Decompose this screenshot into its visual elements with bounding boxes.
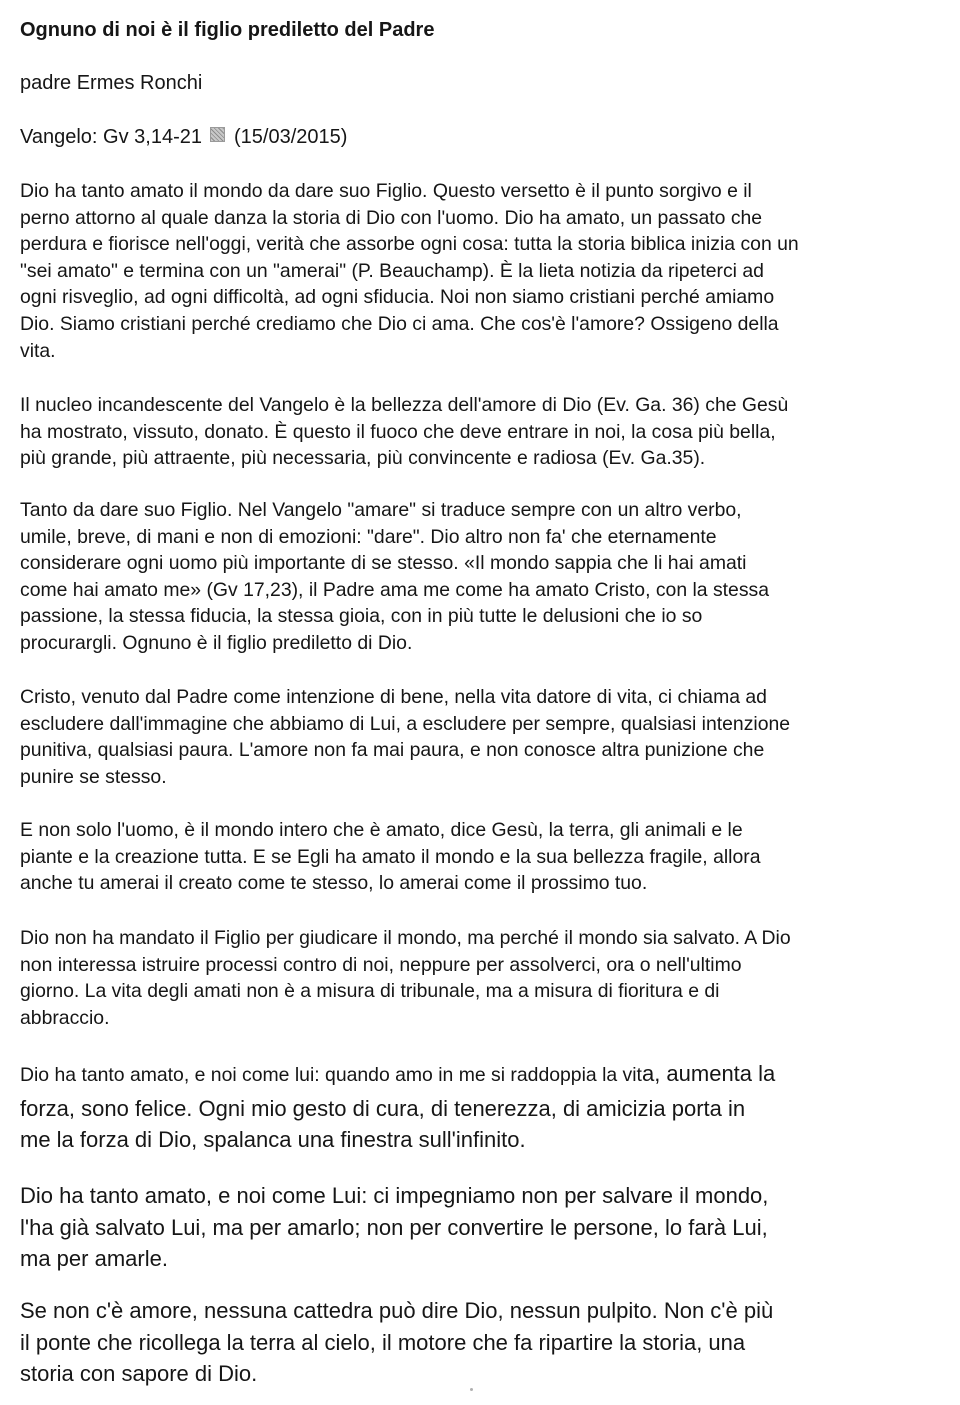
- paragraph-line: l'ha già salvato Lui, ma per amarlo; non per convertire le persone, lo farà Lui,: [20, 1214, 768, 1240]
- paragraph-line-tail: a, aumenta la: [641, 1061, 776, 1086]
- paragraph-line: perno attorno al quale danza la storia di Dio con l'uomo. Dio ha amato, un passato che: [20, 206, 763, 229]
- paragraph-line: Tanto da dare suo Figlio. Nel Vangelo "amare" si traduce sempre con un altro verbo,: [20, 499, 742, 521]
- paragraph-line: "sei amato" e termina con un "amerai" (P. Beauchamp). È la lieta notizia da ripeterci ad: [20, 259, 764, 282]
- paragraph-line: procurargli. Ognuno è il figlio prediletto di Dio.: [20, 631, 413, 654]
- paragraph-2: [20, 392, 788, 472]
- paragraph-line: Se non c'è amore, nessuna cattedra può dire Dio, nessun pulpito. Non c'è più: [20, 1298, 774, 1323]
- paragraph-line: Cristo, venuto dal Padre come intenzione di bene, nella vita datore di vita, ci chiama ad: [20, 686, 767, 708]
- paragraph-line: storia con sapore di Dio.: [20, 1361, 258, 1386]
- paragraph-line: non interessa istruire processi contro di noi, neppure per assolverci, ora o nell'ultimo: [20, 953, 742, 976]
- paragraph-line: E non solo l'uomo, è il mondo intero che è amato, dice Gesù, la terra, gli animali e le: [20, 819, 743, 841]
- paragraph-1: [20, 178, 799, 364]
- paragraph-line: ogni risveglio, ad ogni difficoltà, ad ogni sfiducia. Noi non siamo cristiani perché amiamo: [20, 286, 775, 309]
- paragraph-line: Il nucleo incandescente del Vangelo è la bellezza dell'amore di Dio (Ev. Ga. 36) che Gesù: [20, 394, 789, 416]
- paragraph-line-lead: Dio ha tanto amato, e noi come lui: quando amo in me si raddoppia la vit: [20, 1064, 642, 1086]
- paragraph-line: giorno. La vita degli amati non è a misura di tribunale, ma a misura di fioritura e di: [20, 980, 720, 1003]
- paragraph-5: [20, 817, 761, 897]
- paragraph-line: punire se stesso.: [20, 765, 167, 788]
- paragraph-line: Dio non ha mandato il Figlio per giudicare il mondo, ma perché il mondo sia salvato. A Dio: [20, 927, 791, 949]
- scan-speck: [470, 1388, 473, 1391]
- paragraph-line: escludere dall'immagine che abbiamo di Lui, a escludere per sempre, qualsiasi intenzione: [20, 712, 791, 735]
- paragraph-3: [20, 497, 769, 657]
- print-icon: [210, 127, 225, 142]
- paragraph-8: [20, 1180, 768, 1275]
- gospel-reference: [20, 123, 347, 151]
- article-author: padre Ermes Ronchi: [20, 72, 203, 94]
- paragraph-9: [20, 1295, 773, 1390]
- paragraph-line: forza, sono felice. Ogni mio gesto di cura, di tenerezza, di amicizia porta in: [20, 1095, 746, 1121]
- paragraph-line: ma per amarle.: [20, 1246, 168, 1271]
- paragraph-line: come hai amato me» (Gv 17,23), il Padre ama me come ha amato Cristo, con la stessa: [20, 578, 770, 601]
- article-title: Ognuno di noi è il figlio prediletto del Padre: [20, 19, 435, 41]
- paragraph-line: Dio ha tanto amato, e noi come Lui: ci impegniamo non per salvare il mondo,: [20, 1183, 769, 1208]
- paragraph-line: passione, la stessa fiducia, la stessa gioia, con in più tutte le delusioni che io so: [20, 605, 703, 628]
- paragraph-line: considerare ogni uomo più importante di se stesso. «Il mondo sappia che li hai amati: [20, 552, 747, 575]
- paragraph-line: Dio. Siamo cristiani perché crediamo che Dio ci ama. Che cos'è l'amore? Ossigeno della: [20, 312, 779, 335]
- paragraph-line: umile, breve, di mani e non di emozioni: "dare". Dio altro non fa' che eternamente: [20, 525, 717, 548]
- paragraph-line: più grande, più attraente, più necessaria, più convincente e radiosa (Ev. Ga.35).: [20, 447, 706, 470]
- paragraph-7: [20, 1058, 775, 1156]
- paragraph-line: Dio ha tanto amato il mondo da dare suo Figlio. Questo versetto è il punto sorgivo e il: [20, 180, 752, 202]
- paragraph-line: il ponte che ricollega la terra al cielo, il motore che fa ripartire la storia, una: [20, 1329, 746, 1355]
- gospel-label: Vangelo: Gv 3,14-21: [20, 126, 202, 148]
- paragraph-line: abbraccio.: [20, 1006, 110, 1029]
- paragraph-line: ha mostrato, vissuto, donato. È questo il fuoco che deve entrare in noi, la cosa più bella,: [20, 420, 776, 443]
- paragraph-line: perdura e fiorisce nell'oggi, verità che assorbe ogni cosa: tutta la storia biblica inizia con un: [20, 233, 799, 256]
- paragraph-4: [20, 684, 790, 790]
- gospel-date: (15/03/2015): [233, 126, 348, 148]
- paragraph-line: [20, 1058, 775, 1093]
- paragraph-line: me la forza di Dio, spalanca una finestra sull'infinito.: [20, 1127, 526, 1152]
- paragraph-line: punitiva, qualsiasi paura. L'amore non fa mai paura, e non conosce altra punizione che: [20, 739, 765, 762]
- paragraph-line: vita.: [20, 339, 56, 362]
- paragraph-line: piante e la creazione tutta. E se Egli ha amato il mondo e la sua bellezza fragile, allora: [20, 845, 761, 868]
- paragraph-line: anche tu amerai il creato come te stesso, lo amerai come il prossimo tuo.: [20, 872, 648, 895]
- paragraph-6: [20, 925, 791, 1031]
